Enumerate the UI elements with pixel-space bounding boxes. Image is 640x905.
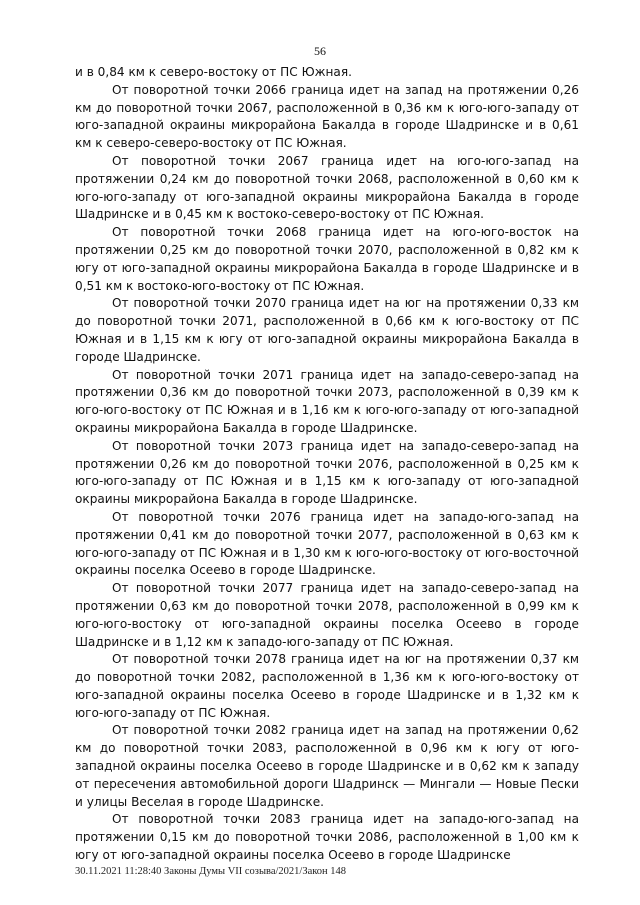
paragraph: От поворотной точки 2067 граница идет на юго-юго-запад на протяжении 0,24 км до поворотной точки 2068, расположенной в 0,60 км к юго-юго-западу от юго-западной окраины микрорайона Бакалда в городе Шадринске и в 0,45 км к востоко-северо-востоку от ПС Южная. [75,153,579,222]
document-body [75,64,579,865]
paragraph: От поворотной точки 2066 граница идет на запад на протяжении 0,26 км до поворотной точки 2067, расположенной в 0,36 км к юго-юго-западу от юго-западной окраины микрорайона Бакалда в городе Шадринске и в 0,61 км к северо-северо-востоку от ПС Южная. [75,82,579,151]
paragraph: От поворотной точки 2077 граница идет на западо-северо-запад на протяжении 0,63 км до поворотной точки 2078, расположенной в 0,99 км к юго-юго-востоку от юго-западной окраины поселка Осеево в городе Шадринске и в 1,12 км к западо-юго-западу от ПС Южная. [75,581,579,649]
paragraph: От поворотной точки 2070 граница идет на юг на протяжении 0,33 км до поворотной точки 2071, расположенной в 0,66 км к юго-востоку от ПС Южная и в 1,15 км к югу от юго-западной окраины микрорайона Бакалда в городе Шадринске. [75,296,579,364]
paragraph: От поворотной точки 2076 граница идет на западо-юго-запад на протяжении 0,41 км до поворотной точки 2077, расположенной в 0,63 км к юго-юго-западу от ПС Южная и в 1,30 км к юго-юго-востоку от юго-восточной окраины поселка Осеево в городе Шадринске. [75,509,579,578]
paragraph: От поворотной точки 2068 граница идет на юго-юго-восток на протяжении 0,25 км до поворотной точки 2070, расположенной в 0,82 км к югу от юго-западной окраины микрорайона Бакалда в городе Шадринске и в 0,51 км к востоко-юго-востоку от ПС Южная. [75,225,579,293]
paragraph: От поворотной точки 2073 граница идет на западо-северо-запад на протяжении 0,26 км до поворотной точки 2076, расположенной в 0,25 км к юго-юго-западу от ПС Южная и в 1,15 км к юго-западу от юго-западной окраины микрорайона Бакалда в городе Шадринске. [75,438,579,507]
paragraph: От поворотной точки 2082 граница идет на запад на протяжении 0,62 км до поворотной точки 2083, расположенной в 0,96 км к югу от юго-западной окраины поселка Осеево в городе Шадринске и в 0,62 км к западу от пересечения автомобильной дороги Шадринск — Мингали — Новые Пески и улицы Веселая в городе Шадринске. [75,723,579,809]
footer-stamp: 30.11.2021 11:28:40 Законы Думы VII созыва/2021/Закон 148 [75,866,347,877]
page-number: 56 [314,44,326,58]
paragraph: От поворотной точки 2078 граница идет на юг на протяжении 0,37 км до поворотной точки 2082, расположенной в 1,36 км к юго-юго-востоку от юго-западной окраины поселка Осеево в городе Шадринске и в 1,32 км к юго-юго-западу от ПС Южная. [75,652,579,720]
paragraph: От поворотной точки 2083 граница идет на западо-юго-запад на протяжении 0,15 км до поворотной точки 2086, расположенной в 1,00 км к югу от юго-западной окраины поселка Осеево в городе Шадринске [75,812,579,863]
paragraph-continuation: и в 0,84 км к северо-востоку от ПС Южная. [75,65,352,79]
paragraph: От поворотной точки 2071 граница идет на западо-северо-запад на протяжении 0,36 км до поворотной точки 2073, расположенной в 0,39 км к юго-юго-востоку от ПС Южная и в 1,16 км к юго-юго-западу от юго-западной окраины микрорайона Бакалда в городе Шадринске. [75,367,579,435]
